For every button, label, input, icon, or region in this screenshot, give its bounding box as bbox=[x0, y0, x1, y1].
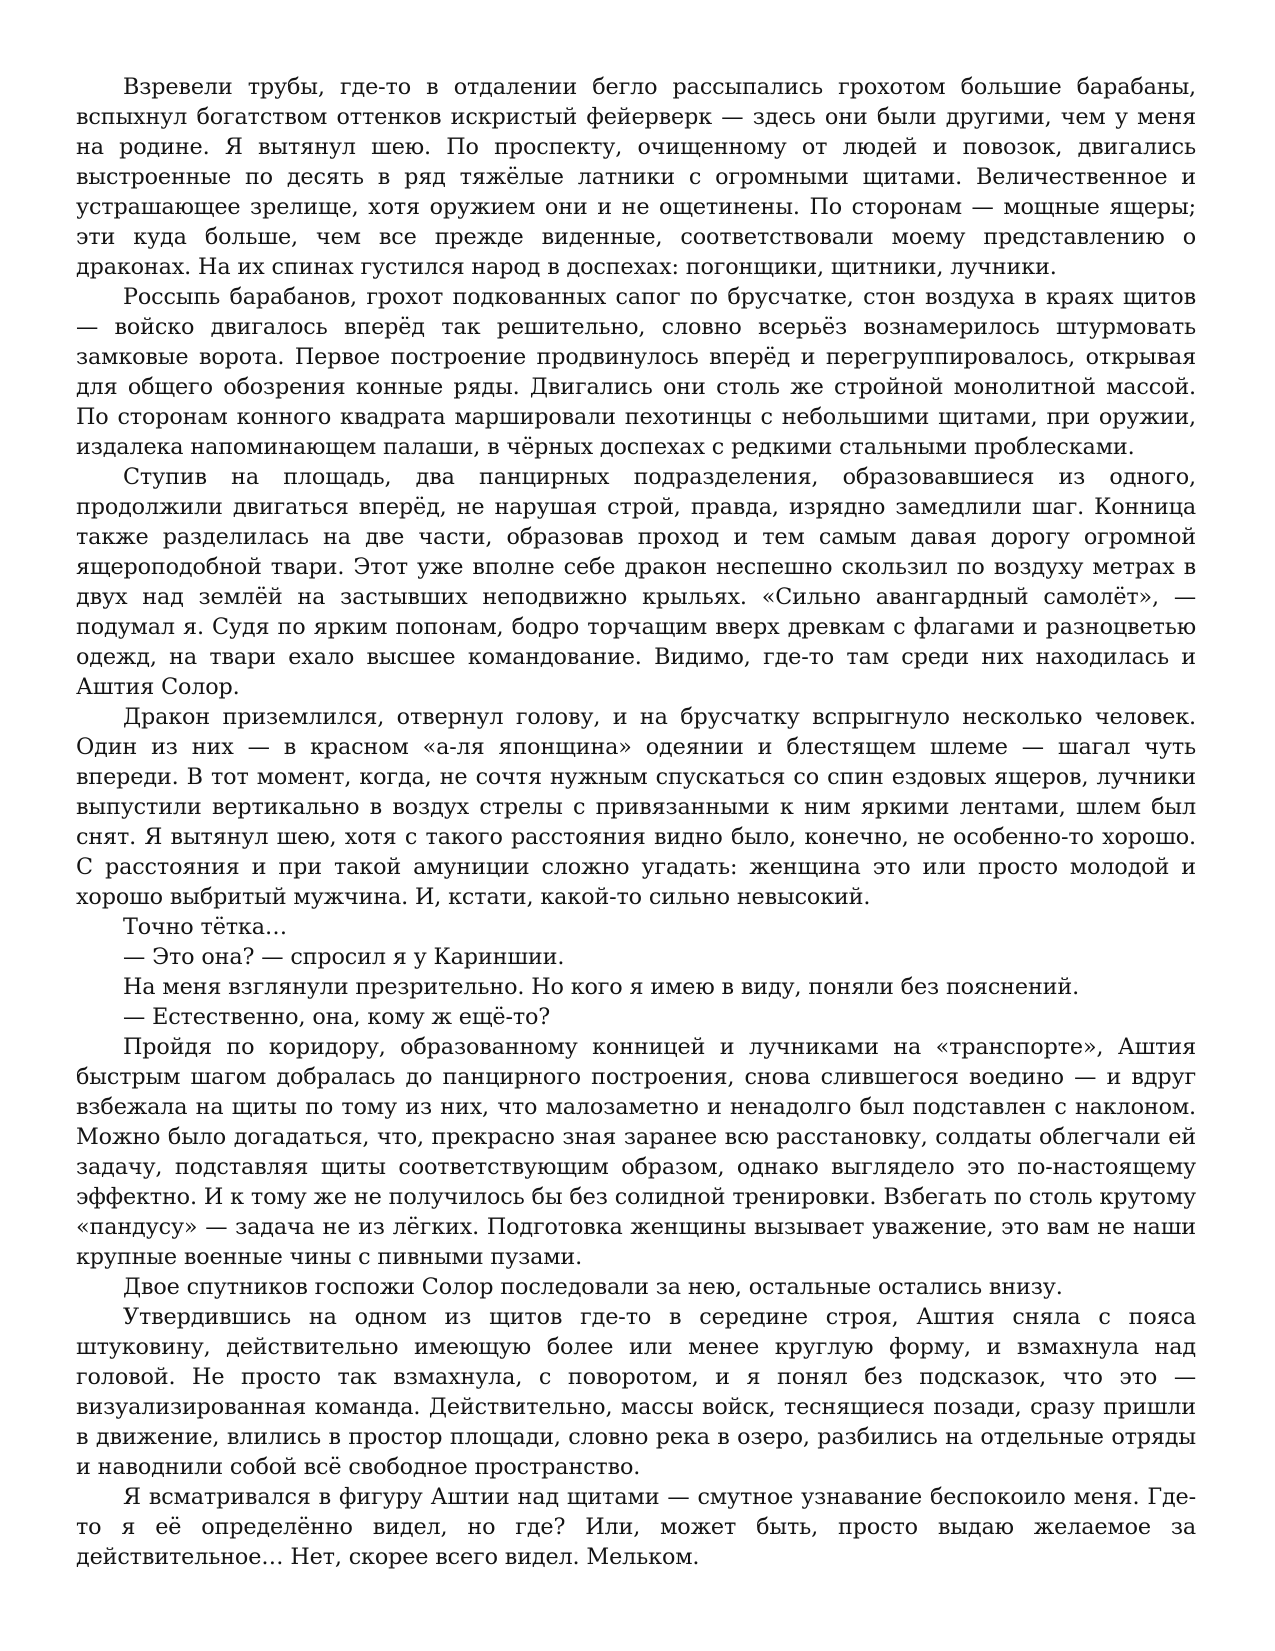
paragraph-10: Двое спутников госпожи Солор последовали за нею, остальные остались внизу. bbox=[123, 1274, 1063, 1300]
paragraph-2: Россыпь барабанов, грохот подкованных сапог по брусчатке, стон воздуха в краях щитов — войско двигалось вперёд так решительно, словно всерьёз вознамерилось штурмовать замковые ворота. Первое построение продвинулось вперёд и перегруппировалось, открывая для общего обозрения конные ряды. Двигались они столь же стройной монолитной массой. По сторонам конного квадрата маршировали пехотинцы с небольшими щитами, при оружии, издалека напоминающем палаши, в чёрных доспехах с редкими стальными проблесками. bbox=[76, 284, 1196, 460]
paragraph-12: Я всматривался в фигуру Аштии над щитами — смутное узнавание беспокоило меня. Где-то я её определённо видел, но где? Или, может быть, просто выдаю желаемое за действительное… Нет, скорее всего видел. Мельком. bbox=[76, 1484, 1196, 1570]
paragraph-5: Точно тётка… bbox=[123, 914, 288, 940]
paragraph-9: Пройдя по коридору, образованному конницей и лучниками на «транспорте», Аштия быстрым шагом добралась до панцирного построения, снова слившегося воедино — и вдруг взбежала на щиты по тому из них, что малозаметно и ненадолго был подставлен с наклоном. Можно было догадаться, что, прекрасно зная заранее всю расстановку, солдаты облегчали ей задачу, подставляя щиты соответствующим образом, однако выглядело это по-настоящему эффектно. И к тому же не получилось бы без солидной тренировки. Взбегать по столь крутому «пандусу» — задача не из лёгких. Подготовка женщины вызывает уважение, это вам не наши крупные военные чины с пивными пузами. bbox=[76, 1034, 1196, 1270]
paragraph-6: — Это она? — спросил я у Кариншии. bbox=[123, 944, 565, 970]
paragraph-11: Утвердившись на одном из щитов где-то в середине строя, Аштия сняла с пояса штуковину, действительно имеющую более или менее круглую форму, и взмахнула над головой. Не просто так взмахнула, с поворотом, и я понял без подсказок, что это — визуализированная команда. Действительно, массы войск, теснящиеся позади, сразу пришли в движение, влились в простор площади, словно река в озеро, разбились на отдельные отряды и наводнили собой всё свободное пространство. bbox=[76, 1304, 1196, 1480]
paragraph-1: Взревели трубы, где-то в отдалении бегло рассыпались грохотом большие барабаны, вспыхнул богатством оттенков искристый фейерверк — здесь они были другими, чем у меня на родине. Я вытянул шею. По проспекту, очищенному от людей и повозок, двигались выстроенные по десять в ряд тяжёлые латники с огромными щитами. Величественное и устрашающее зрелище, хотя оружием они и не ощетинены. По сторонам — мощные ящеры; эти куда больше, чем все прежде виденные, соответствовали моему представлению о драконах. На их спинах густился народ в доспехах: погонщики, щитники, лучники. bbox=[76, 74, 1196, 280]
paragraph-7: На меня взглянули презрительно. Но кого я имею в виду, поняли без пояснений. bbox=[123, 974, 1080, 1000]
page-text bbox=[76, 72, 1196, 1572]
paragraph-3: Ступив на площадь, два панцирных подразделения, образовавшиеся из одного, продолжили двигаться вперёд, не нарушая строй, правда, изрядно замедлили шаг. Конница также разделилась на две части, образовав проход и тем самым давая дорогу огромной ящероподобной твари. Этот уже вполне себе дракон неспешно скользил по воздуху метрах в двух над землёй на застывших неподвижно крыльях. «Сильно авангардный самолёт», — подумал я. Судя по ярким попонам, бодро торчащим вверх древкам с флагами и разноцветью одежд, на твари ехало высшее командование. Видимо, где-то там среди них находилась и Аштия Солор. bbox=[76, 464, 1196, 700]
paragraph-8: — Естественно, она, кому ж ещё-то? bbox=[123, 1004, 551, 1030]
paragraph-4: Дракон приземлился, отвернул голову, и на брусчатку вспрыгнуло несколько человек. Один из них — в красном «а-ля японщина» одеянии и блестящем шлеме — шагал чуть впереди. В тот момент, когда, не сочтя нужным спускаться со спин ездовых ящеров, лучники выпустили вертикально в воздух стрелы с привязанными к ним яркими лентами, шлем был снят. Я вытянул шею, хотя с такого расстояния видно было, конечно, не особенно-то хорошо. С расстояния и при такой амуниции сложно угадать: женщина это или просто молодой и хорошо выбритый мужчина. И, кстати, какой-то сильно невысокий. bbox=[76, 704, 1196, 910]
